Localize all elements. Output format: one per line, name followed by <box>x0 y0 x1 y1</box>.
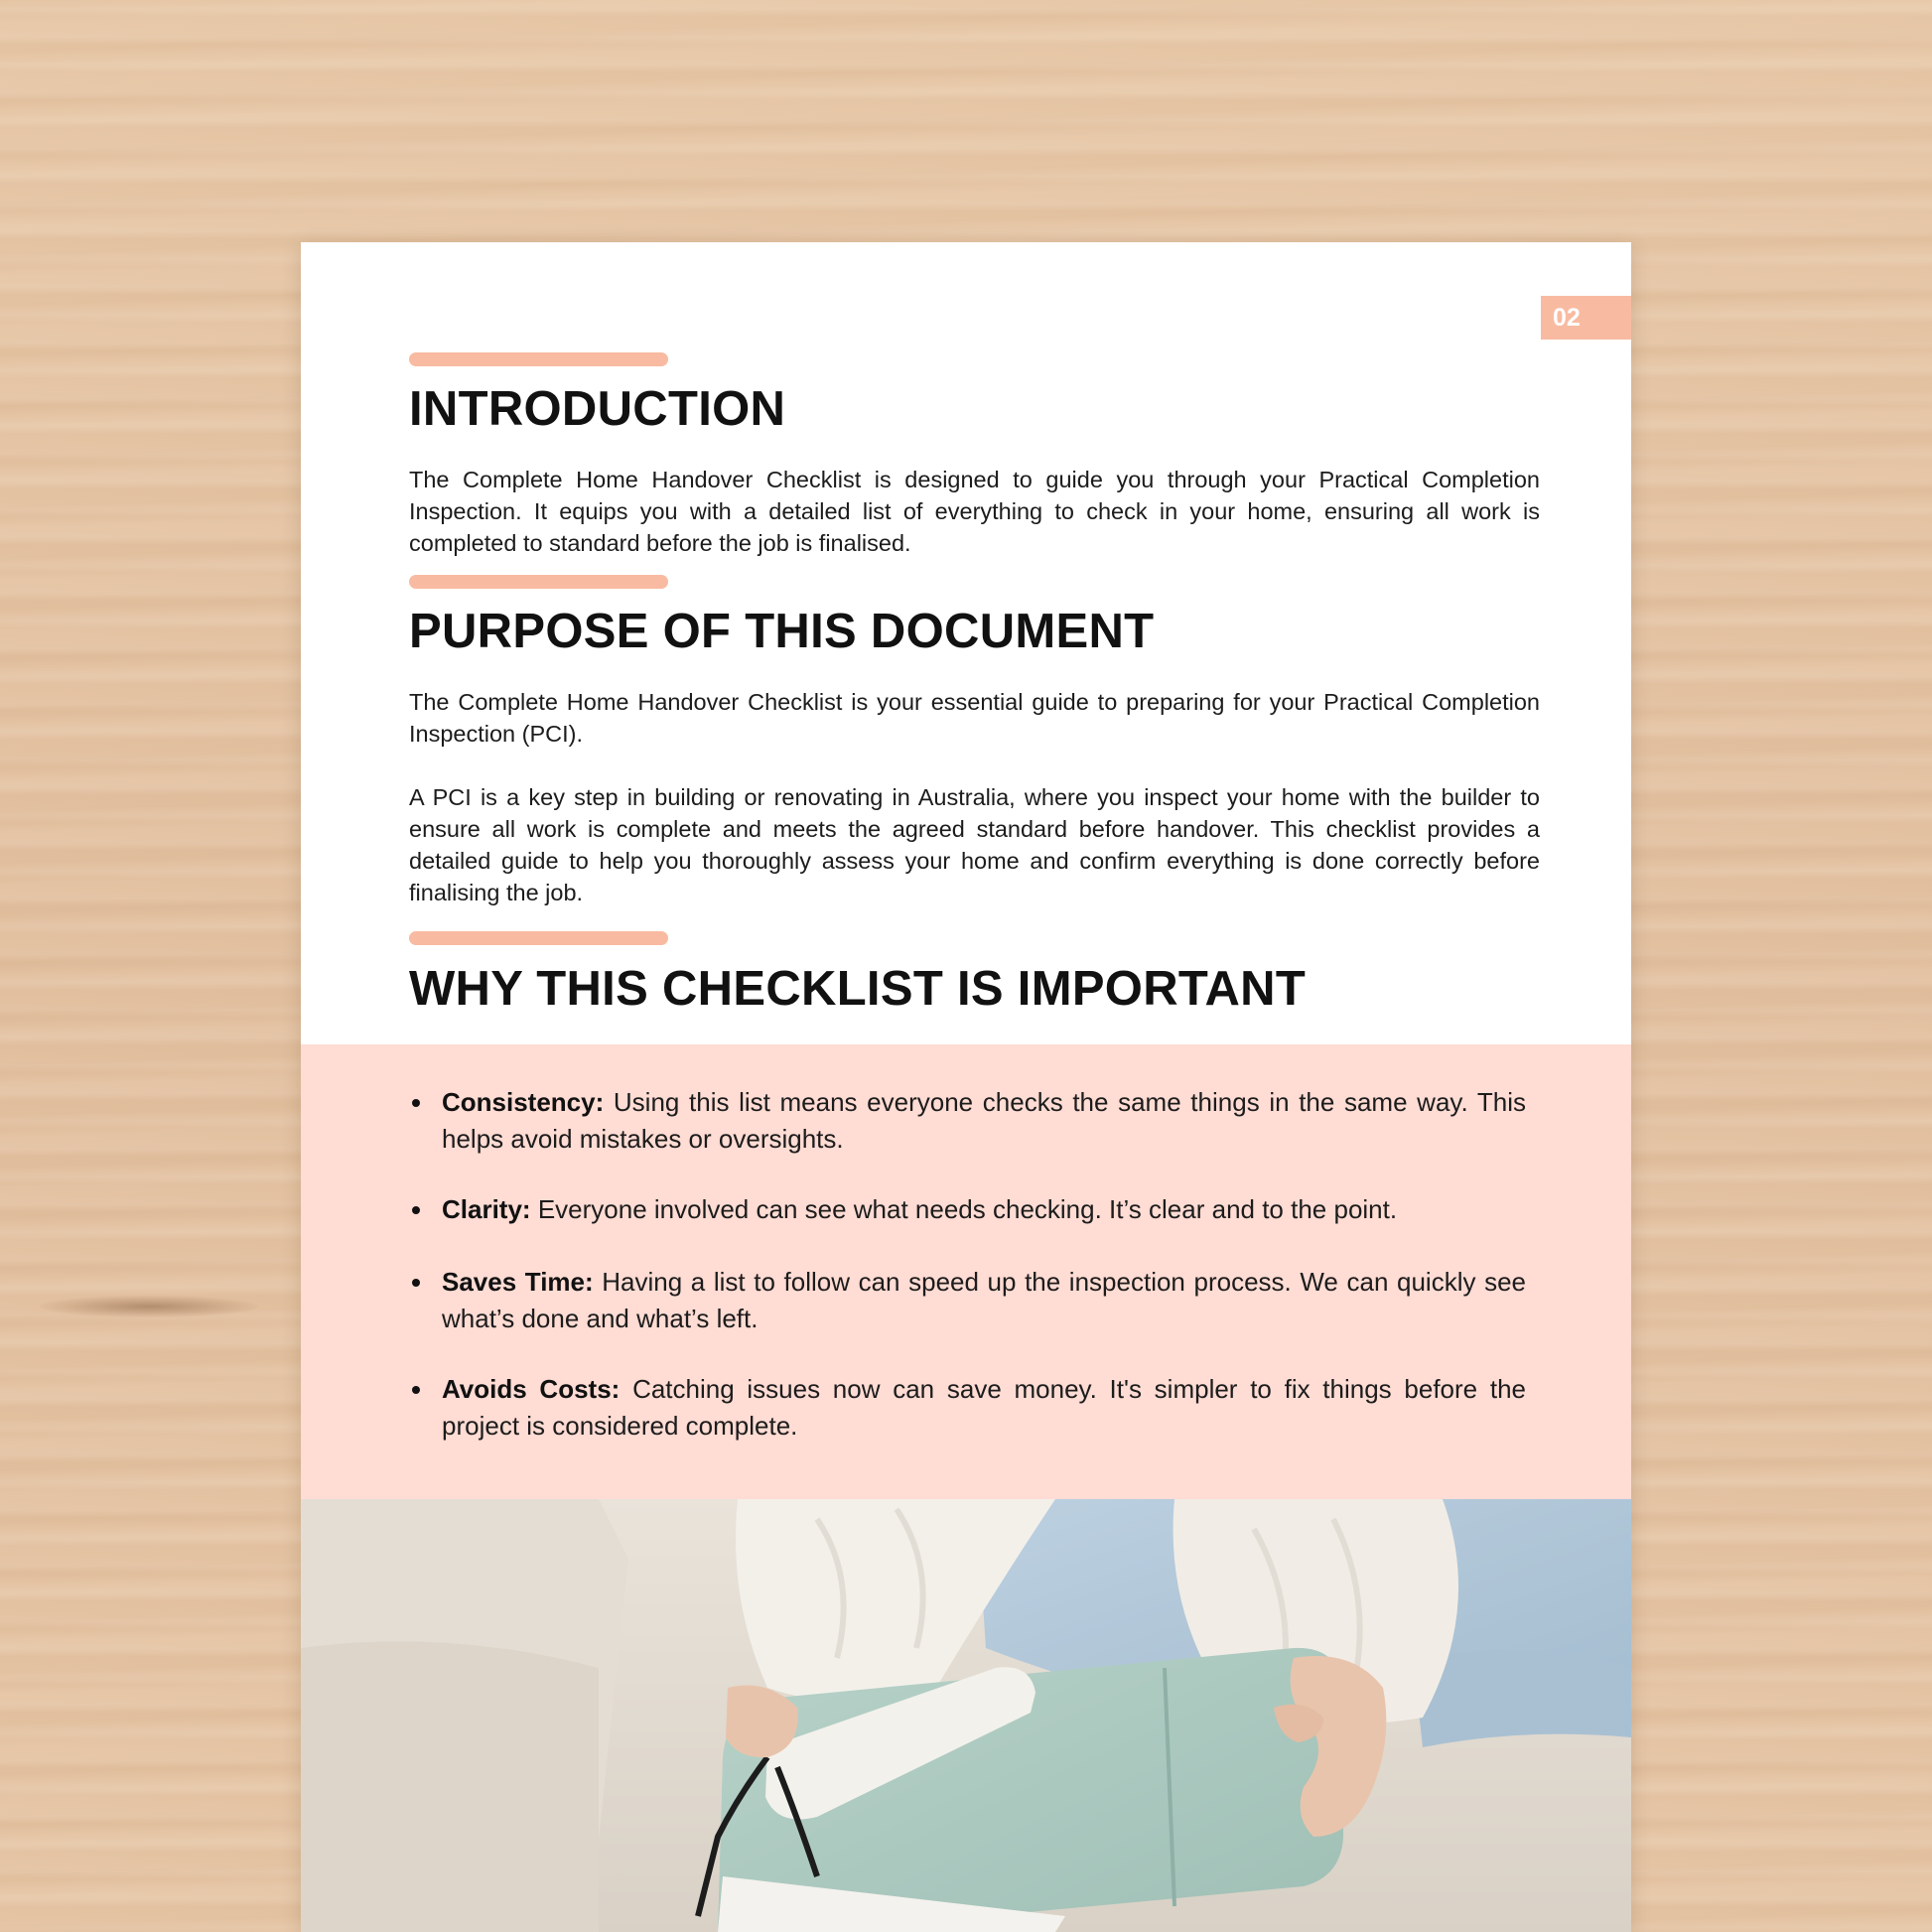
document-page <box>301 242 1631 1932</box>
wood-background-knot <box>40 1296 258 1317</box>
checklist-photo <box>301 1499 1631 1932</box>
importance-panel <box>301 1044 1631 1499</box>
bullet-icon <box>412 1279 420 1287</box>
bullet-icon <box>412 1386 420 1394</box>
list-item-text <box>442 1084 1526 1158</box>
list-item-term: Avoids Costs: <box>442 1374 621 1404</box>
list-item-term: Clarity: <box>442 1194 531 1224</box>
section-accent-bar <box>409 931 668 945</box>
purpose-paragraph: A PCI is a key step in building or renovating in Australia, where you inspect your home with the builder to ensure all work is complete and meets the agreed standard before handover. This checklist provides a detailed guide to help you thoroughly assess your home and confirm everything is done correctly before finalising the job. <box>409 784 1540 905</box>
list-item <box>409 1084 1526 1158</box>
photo-illustration <box>301 1499 1631 1932</box>
list-item-description: Having a list to follow can speed up the inspection process. We can quickly see what’s done and what’s left. <box>442 1267 1526 1333</box>
list-item-term: Consistency: <box>442 1087 605 1117</box>
list-item-description: Using this list means everyone checks the same things in the same way. This helps avoid mistakes or oversights. <box>442 1087 1526 1154</box>
page-number-tab: 02 <box>1541 296 1631 340</box>
list-item <box>409 1264 1526 1337</box>
importance-heading: WHY THIS CHECKLIST IS IMPORTANT <box>409 962 1307 1016</box>
list-item-text <box>442 1371 1526 1445</box>
purpose-heading: PURPOSE OF THIS DOCUMENT <box>409 605 1155 658</box>
section-accent-bar <box>409 352 668 366</box>
list-item-text <box>442 1264 1526 1337</box>
list-item <box>409 1191 1526 1228</box>
list-item-text <box>442 1191 1526 1228</box>
introduction-heading: INTRODUCTION <box>409 382 786 436</box>
list-item-description: Everyone involved can see what needs checking. It’s clear and to the point. <box>537 1194 1398 1224</box>
purpose-paragraph: The Complete Home Handover Checklist is your essential guide to preparing for your Practical Completion Inspection (PCI). <box>409 689 1540 747</box>
section-accent-bar <box>409 575 668 589</box>
list-item-description: Catching issues now can save money. It's simpler to fix things before the project is considered complete. <box>442 1374 1526 1441</box>
bullet-icon <box>412 1099 420 1107</box>
bullet-icon <box>412 1206 420 1214</box>
introduction-paragraph: The Complete Home Handover Checklist is designed to guide you through your Practical Completion Inspection. It equips you with a detailed list of everything to check in your home, ensuring all work is completed to standard before the job is finalised. <box>409 467 1540 556</box>
list-item <box>409 1371 1526 1445</box>
list-item-term: Saves Time: <box>442 1267 594 1297</box>
